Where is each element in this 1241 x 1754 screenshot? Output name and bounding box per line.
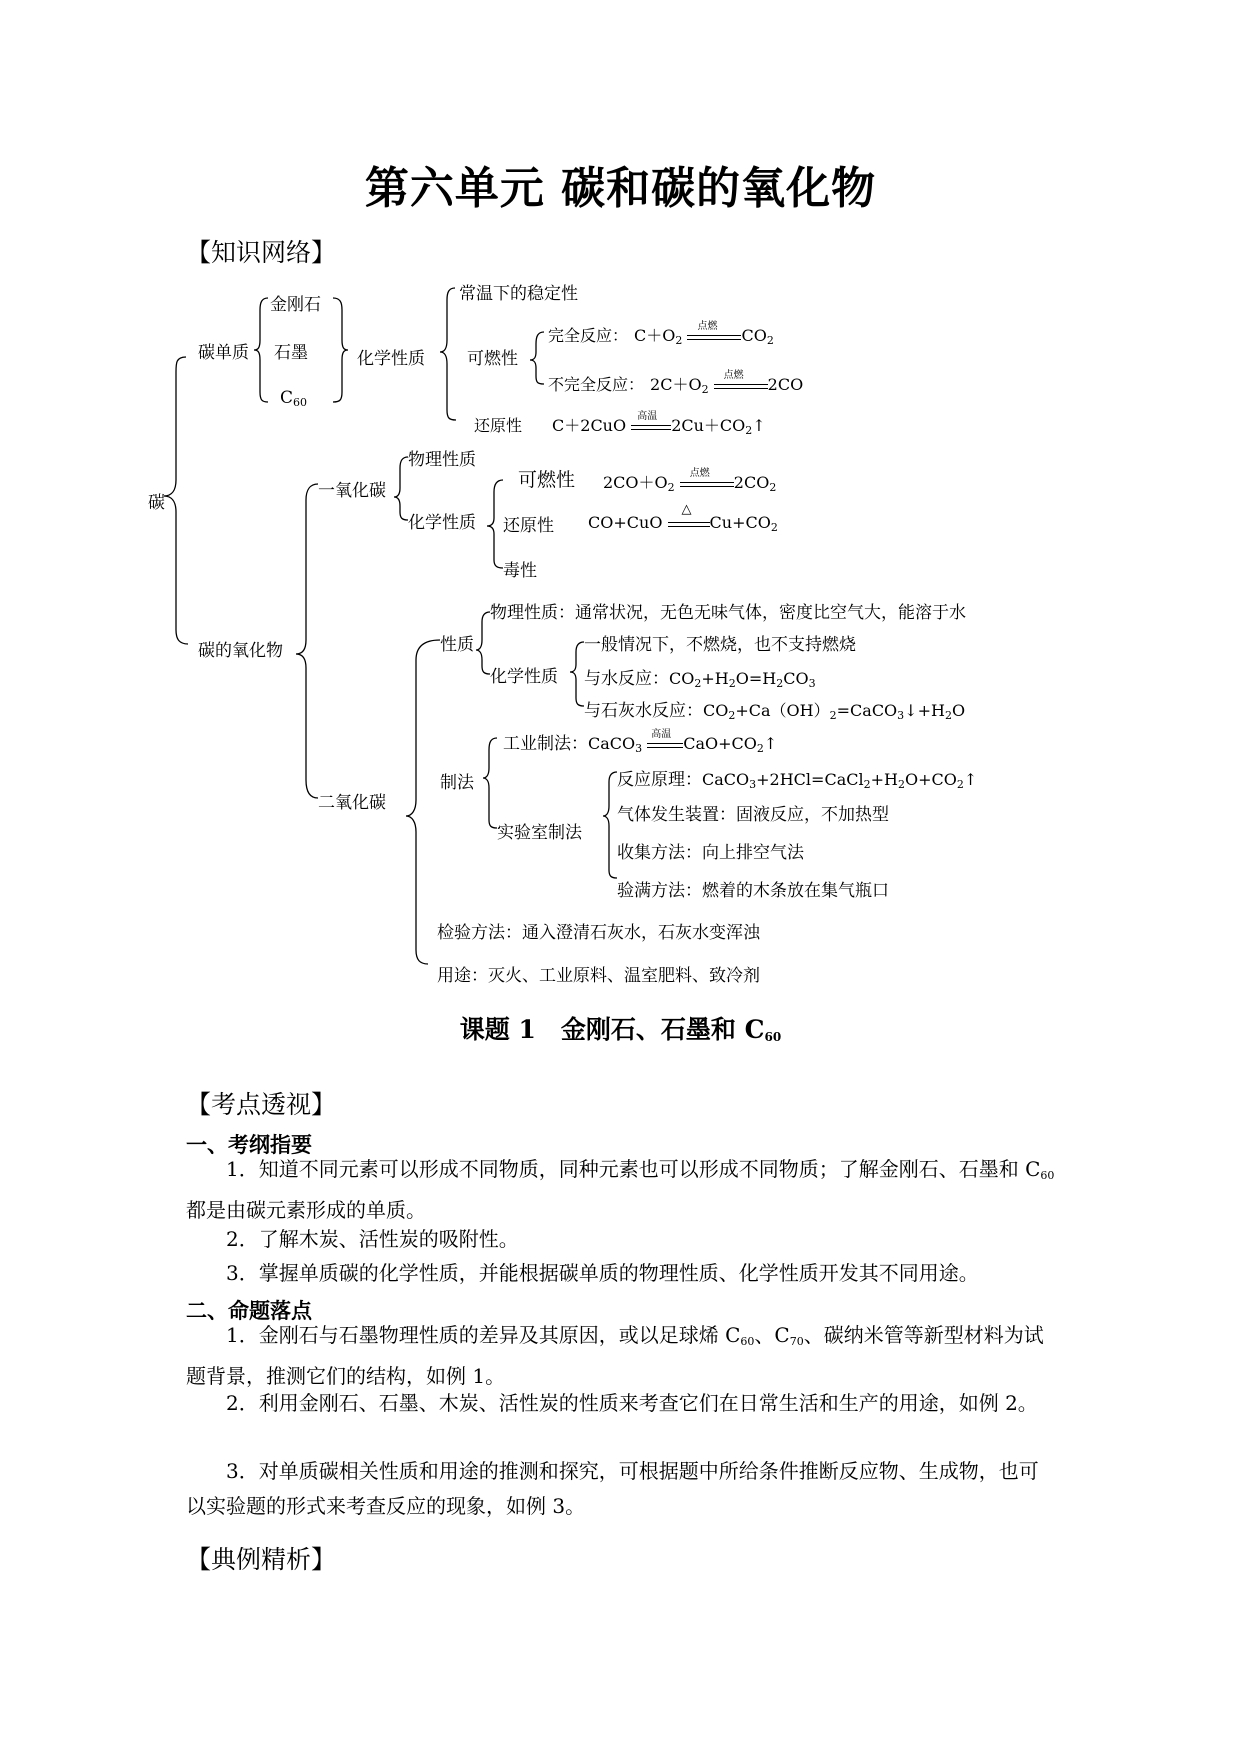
node-graphite: 石墨 [274, 343, 308, 363]
node-diamond: 金刚石 [270, 295, 321, 315]
co2-chem-nonflammable: 一般情况下，不燃烧，也不支持燃烧 [584, 635, 856, 655]
co2-lab-collection: 收集方法：向上排空气法 [617, 843, 804, 863]
proposition-item-2: 2．利用金刚石、石墨、木炭、活性炭的性质来考查它们在日常生活和生产的用途，如例 2。 [226, 1391, 1038, 1415]
proposition-item-1: 1．金刚石与石墨物理性质的差异及其原因，或以足球烯 $C_{60}$、$C_{70}$、碳纳米管等新型材料为试题背景，推测它们的结构，如例 1。 [186, 1323, 1044, 1388]
condition-high-temp: 高温 [637, 410, 658, 422]
node-stability: 常温下的稳定性 [459, 284, 578, 304]
condition-ignite: 点燃 [697, 320, 718, 332]
equation-incomplete-combustion: 不完全反应： $2C+O_2$ 点燃 2CO [548, 372, 803, 396]
node-co2-physical: 物理性质：通常状况，无色无味气体，密度比空气大，能溶于水 [490, 603, 966, 623]
syllabus-heading: 一、考纲指要 [186, 1133, 312, 1157]
equation-co-reduction: CO+CuO △ $Cu+CO_2$ [588, 501, 778, 534]
examples-heading: 【典例精析】 [186, 1545, 337, 1574]
tree-root: 碳 [148, 493, 165, 513]
syllabus-item-3: 3．掌握单质碳的化学性质，并能根据碳单质的物理性质、化学性质开发其不同用途。 [226, 1261, 979, 1285]
propositions-heading: 二、命题落点 [186, 1299, 312, 1323]
co2-lab-full-check: 验满方法：燃着的木条放在集气瓶口 [617, 881, 889, 901]
node-carbon-monoxide: 一氧化碳 [318, 481, 386, 501]
co2-industrial-preparation: 工业制法：CaCO$_3$ 高温 $CaO+CO_2↑$ [503, 729, 777, 755]
condition-ignite: 点燃 [723, 369, 744, 381]
node-combustibility: 可燃性 [467, 349, 518, 369]
node-co2-chemical: 化学性质 [490, 667, 558, 687]
condition-high-temp: 高温 [651, 728, 672, 740]
co2-test-method: 检验方法：通入澄清石灰水，石灰水变浑浊 [437, 923, 760, 943]
equation-complete-combustion: 完全反应： $C+O_2$ 点燃 $CO_2$ [548, 323, 774, 347]
node-co-reducing: 还原性 [503, 516, 554, 536]
co2-chem-water-reaction: 与水反应：$CO_2+H_2O=H_2CO_3$ [584, 669, 816, 690]
equation-carbon-reduction: 还原性 C＋2CuO 高温 $2Cu+CO_2↑$ [474, 413, 766, 437]
co2-lab-apparatus: 气体发生装置：固液反应，不加热型 [617, 805, 889, 825]
co2-chem-limewater-reaction: 与石灰水反应：$CO_2+Ca(OH)_2=CaCO_3↓+H_2O$ [584, 701, 966, 722]
node-co2-preparation: 制法 [440, 773, 474, 793]
node-co2-lab-preparation: 实验室制法 [497, 823, 582, 843]
proposition-item-3: 3．对单质碳相关性质和用途的推测和探究，可根据题中所给条件推断反应物、生成物，也可以实验题的形式来考查反应的现象，如例 3。 [186, 1459, 1039, 1518]
node-co-chemical: 化学性质 [408, 513, 476, 533]
page-title: 第六单元 碳和碳的氧化物 [364, 163, 877, 214]
knowledge-network-heading: 【知识网络】 [186, 238, 337, 267]
condition-heat-triangle: △ [681, 501, 692, 517]
syllabus-item-1: 1．知道不同元素可以形成不同物质，同种元素也可以形成不同物质；了解金刚石、石墨和 $C_{60}$ 都是由碳元素形成的单质。 [186, 1157, 1055, 1222]
node-co2-properties: 性质 [440, 635, 474, 655]
node-chemical-properties: 化学性质 [357, 349, 425, 369]
equation-co-combustion: $2CO+O_2$ 点燃 $2CO_2$ [603, 470, 776, 494]
node-carbon-dioxide: 二氧化碳 [318, 793, 386, 813]
exam-points-heading: 【考点透视】 [186, 1090, 337, 1119]
co2-lab-reaction-principle: 反应原理：$CaCO_3+2HCl=CaCl_2+H_2O+CO_2↑$ [617, 770, 978, 791]
node-co-physical: 物理性质 [408, 450, 476, 470]
syllabus-item-2: 2．了解木炭、活性炭的吸附性。 [226, 1227, 519, 1251]
node-c60: $C_{60}$ [280, 388, 308, 409]
node-elemental-carbon: 碳单质 [198, 343, 249, 363]
condition-ignite: 点燃 [689, 467, 710, 479]
node-co-combustibility: 可燃性 [518, 469, 576, 491]
lesson-title: 课题 1 金刚石、石墨和 $C_{60}$ [459, 1015, 782, 1044]
node-carbon-oxides: 碳的氧化物 [198, 641, 283, 661]
co2-uses: 用途：灭火、工业原料、温室肥料、致冷剂 [437, 966, 760, 986]
node-co-toxicity: 毒性 [503, 561, 537, 581]
